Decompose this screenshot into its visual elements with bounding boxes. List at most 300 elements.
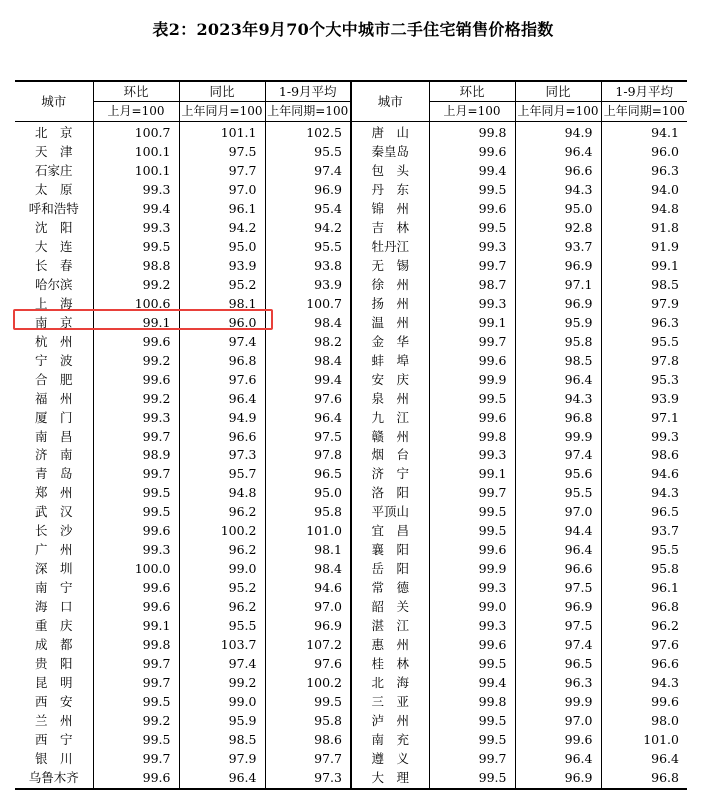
cell-ytd-left: 98.6 xyxy=(265,731,351,750)
cell-ytd-left: 95.5 xyxy=(265,143,351,162)
table-row xyxy=(15,769,687,789)
table-row xyxy=(15,484,687,503)
table-body xyxy=(15,122,687,789)
cell-yoy-left: 96.8 xyxy=(179,352,265,371)
header-mom-base-right: 上月=100 xyxy=(429,102,515,122)
cell-yoy-right: 95.5 xyxy=(515,484,601,503)
table-row xyxy=(15,409,687,428)
cell-ytd-right: 93.9 xyxy=(601,390,687,409)
cell-yoy-left: 95.5 xyxy=(179,617,265,636)
cell-yoy-right: 96.4 xyxy=(515,371,601,390)
table-row xyxy=(15,731,687,750)
cell-yoy-right: 99.9 xyxy=(515,693,601,712)
cell-ytd-left: 98.4 xyxy=(265,352,351,371)
cell-ytd-right: 98.5 xyxy=(601,276,687,295)
header-yoy-base-right: 上年同月=100 xyxy=(515,102,601,122)
cell-city-right: 金 华 xyxy=(351,333,429,352)
cell-yoy-left: 99.0 xyxy=(179,693,265,712)
cell-city-right: 牡丹江 xyxy=(351,238,429,257)
cell-mom-left: 99.2 xyxy=(93,276,179,295)
cell-mom-right: 99.0 xyxy=(429,598,515,617)
cell-ytd-left: 99.5 xyxy=(265,693,351,712)
cell-mom-right: 99.9 xyxy=(429,371,515,390)
table-row xyxy=(15,598,687,617)
cell-mom-right: 99.5 xyxy=(429,769,515,789)
cell-yoy-left: 93.9 xyxy=(179,257,265,276)
cell-yoy-right: 96.4 xyxy=(515,750,601,769)
cell-mom-left: 99.7 xyxy=(93,655,179,674)
cell-yoy-right: 96.9 xyxy=(515,257,601,276)
cell-ytd-left: 98.1 xyxy=(265,541,351,560)
cell-yoy-left: 99.0 xyxy=(179,560,265,579)
cell-mom-right: 99.6 xyxy=(429,409,515,428)
cell-yoy-right: 94.3 xyxy=(515,181,601,200)
cell-yoy-left: 98.5 xyxy=(179,731,265,750)
cell-yoy-right: 96.8 xyxy=(515,409,601,428)
cell-city-left: 北 京 xyxy=(34,125,73,140)
cell-ytd-right: 97.9 xyxy=(601,295,687,314)
cell-ytd-right: 94.1 xyxy=(601,122,687,143)
cell-ytd-right: 96.3 xyxy=(601,162,687,181)
table-row xyxy=(15,750,687,769)
cell-city-right: 温 州 xyxy=(351,314,429,333)
cell-ytd-left: 93.9 xyxy=(265,276,351,295)
cell-yoy-right: 95.8 xyxy=(515,333,601,352)
cell-ytd-left: 95.4 xyxy=(265,200,351,219)
cell-ytd-right: 97.8 xyxy=(601,352,687,371)
cell-ytd-right: 91.8 xyxy=(601,219,687,238)
cell-yoy-left: 96.2 xyxy=(179,598,265,617)
cell-yoy-right: 95.0 xyxy=(515,200,601,219)
cell-city-left: 长 沙 xyxy=(34,523,73,539)
header-ytd-base-right: 上年同期=100 xyxy=(601,102,687,122)
table-row xyxy=(15,617,687,636)
header-city-left: 城市 xyxy=(15,81,93,122)
cell-city-left: 长 春 xyxy=(34,257,73,273)
cell-ytd-left: 95.8 xyxy=(265,712,351,731)
cell-ytd-left: 102.5 xyxy=(265,122,351,143)
cell-yoy-right: 99.9 xyxy=(515,428,601,447)
cell-yoy-left: 96.0 xyxy=(179,314,265,333)
cell-yoy-right: 98.5 xyxy=(515,352,601,371)
cell-mom-left: 100.1 xyxy=(93,143,179,162)
cell-city-right: 吉 林 xyxy=(351,219,429,238)
cell-city-right: 唐 山 xyxy=(351,122,429,143)
cell-ytd-left: 95.8 xyxy=(265,503,351,522)
cell-yoy-right: 99.6 xyxy=(515,731,601,750)
cell-yoy-right: 94.9 xyxy=(515,122,601,143)
cell-mom-left: 100.7 xyxy=(93,122,179,143)
cell-ytd-right: 97.1 xyxy=(601,409,687,428)
cell-city-right: 济 宁 xyxy=(351,465,429,484)
cell-ytd-left: 97.3 xyxy=(265,769,351,789)
cell-mom-right: 99.4 xyxy=(429,674,515,693)
cell-ytd-right: 96.8 xyxy=(601,598,687,617)
cell-city-right: 赣 州 xyxy=(351,428,429,447)
cell-city-left: 杭 州 xyxy=(34,333,73,349)
cell-city-left: 上 海 xyxy=(34,295,73,311)
cell-city-right: 遵 义 xyxy=(351,750,429,769)
cell-city-left: 深 圳 xyxy=(34,561,73,577)
cell-yoy-right: 96.6 xyxy=(515,560,601,579)
table-row xyxy=(15,276,687,295)
cell-mom-right: 99.7 xyxy=(429,750,515,769)
cell-yoy-left: 96.4 xyxy=(179,769,265,789)
cell-city-left: 乌鲁木齐 xyxy=(28,769,79,785)
cell-mom-left: 99.5 xyxy=(93,503,179,522)
cell-mom-left: 99.3 xyxy=(93,219,179,238)
cell-mom-right: 99.3 xyxy=(429,579,515,598)
cell-yoy-left: 96.1 xyxy=(179,200,265,219)
cell-yoy-left: 95.2 xyxy=(179,276,265,295)
cell-ytd-right: 96.2 xyxy=(601,617,687,636)
cell-ytd-left: 96.4 xyxy=(265,409,351,428)
cell-ytd-right: 94.6 xyxy=(601,465,687,484)
cell-ytd-left: 96.5 xyxy=(265,465,351,484)
header-yoy-right: 同比 xyxy=(515,81,601,102)
cell-city-left: 呼和浩特 xyxy=(28,200,79,216)
cell-ytd-left: 97.6 xyxy=(265,655,351,674)
table-row xyxy=(15,122,687,143)
cell-city-left: 银 川 xyxy=(34,750,73,766)
cell-mom-right: 99.5 xyxy=(429,522,515,541)
cell-yoy-left: 95.0 xyxy=(179,238,265,257)
cell-ytd-right: 96.0 xyxy=(601,143,687,162)
price-index-table xyxy=(15,80,687,790)
header-mom-base-left: 上月=100 xyxy=(93,102,179,122)
cell-city-left: 南 京 xyxy=(34,314,73,330)
cell-mom-left: 99.5 xyxy=(93,484,179,503)
cell-yoy-right: 97.0 xyxy=(515,503,601,522)
cell-city-left: 厦 门 xyxy=(34,409,73,425)
cell-yoy-right: 93.7 xyxy=(515,238,601,257)
cell-city-right: 韶 关 xyxy=(351,598,429,617)
table-row xyxy=(15,257,687,276)
cell-yoy-left: 94.8 xyxy=(179,484,265,503)
cell-ytd-right: 98.0 xyxy=(601,712,687,731)
cell-yoy-left: 97.5 xyxy=(179,143,265,162)
table-row xyxy=(15,428,687,447)
cell-yoy-left: 97.4 xyxy=(179,333,265,352)
cell-city-left: 太 原 xyxy=(34,181,73,197)
cell-city-right: 无 锡 xyxy=(351,257,429,276)
cell-yoy-left: 95.2 xyxy=(179,579,265,598)
cell-yoy-right: 96.5 xyxy=(515,655,601,674)
cell-city-left: 西 安 xyxy=(34,694,73,710)
cell-mom-left: 99.6 xyxy=(93,333,179,352)
cell-city-right: 烟 台 xyxy=(351,446,429,465)
cell-yoy-left: 94.2 xyxy=(179,219,265,238)
cell-city-right: 湛 江 xyxy=(351,617,429,636)
table-row xyxy=(15,352,687,371)
cell-mom-left: 98.9 xyxy=(93,446,179,465)
cell-yoy-right: 94.3 xyxy=(515,390,601,409)
cell-city-right: 宜 昌 xyxy=(351,522,429,541)
cell-ytd-left: 95.5 xyxy=(265,238,351,257)
header-yoy-base-left: 上年同月=100 xyxy=(179,102,265,122)
cell-mom-right: 99.6 xyxy=(429,200,515,219)
cell-city-left: 宁 波 xyxy=(34,352,73,368)
cell-city-right: 桂 林 xyxy=(351,655,429,674)
cell-mom-right: 99.8 xyxy=(429,693,515,712)
cell-mom-right: 99.8 xyxy=(429,428,515,447)
cell-mom-left: 99.7 xyxy=(93,674,179,693)
cell-ytd-left: 107.2 xyxy=(265,636,351,655)
header-yoy-left: 同比 xyxy=(179,81,265,102)
cell-city-left: 兰 州 xyxy=(34,713,73,729)
table-row xyxy=(15,636,687,655)
cell-ytd-left: 96.9 xyxy=(265,617,351,636)
cell-city-right: 南 充 xyxy=(351,731,429,750)
cell-city-left: 郑 州 xyxy=(34,485,73,501)
cell-mom-left: 99.5 xyxy=(93,731,179,750)
cell-city-left: 石家庄 xyxy=(34,162,73,178)
cell-mom-left: 99.1 xyxy=(93,617,179,636)
cell-yoy-left: 94.9 xyxy=(179,409,265,428)
cell-ytd-right: 97.6 xyxy=(601,636,687,655)
cell-yoy-right: 92.8 xyxy=(515,219,601,238)
cell-ytd-right: 96.5 xyxy=(601,503,687,522)
cell-city-left: 广 州 xyxy=(34,542,73,558)
cell-ytd-left: 97.7 xyxy=(265,750,351,769)
cell-city-left: 大 连 xyxy=(34,238,73,254)
table-row xyxy=(15,712,687,731)
cell-yoy-right: 94.4 xyxy=(515,522,601,541)
cell-ytd-right: 98.6 xyxy=(601,446,687,465)
cell-mom-left: 99.2 xyxy=(93,390,179,409)
header-mom-right: 环比 xyxy=(429,81,515,102)
cell-mom-left: 99.6 xyxy=(93,579,179,598)
cell-yoy-left: 97.9 xyxy=(179,750,265,769)
cell-ytd-left: 95.0 xyxy=(265,484,351,503)
cell-yoy-left: 97.4 xyxy=(179,655,265,674)
cell-yoy-left: 100.2 xyxy=(179,522,265,541)
header-ytd-base-left: 上年同期=100 xyxy=(265,102,351,122)
cell-yoy-right: 97.0 xyxy=(515,712,601,731)
cell-city-right: 丹 东 xyxy=(351,181,429,200)
table-row xyxy=(15,579,687,598)
cell-city-right: 平顶山 xyxy=(351,503,429,522)
cell-ytd-right: 96.8 xyxy=(601,769,687,789)
cell-city-left: 重 庆 xyxy=(34,618,73,634)
cell-yoy-right: 97.4 xyxy=(515,446,601,465)
cell-mom-right: 99.5 xyxy=(429,655,515,674)
page-title: 表2：2023年9月70个大中城市二手住宅销售价格指数 xyxy=(152,20,554,39)
cell-mom-left: 99.7 xyxy=(93,428,179,447)
cell-ytd-right: 96.3 xyxy=(601,314,687,333)
cell-city-right: 岳 阳 xyxy=(351,560,429,579)
cell-ytd-right: 95.5 xyxy=(601,333,687,352)
cell-city-right: 北 海 xyxy=(351,674,429,693)
cell-ytd-right: 91.9 xyxy=(601,238,687,257)
table-row xyxy=(15,674,687,693)
cell-ytd-right: 95.3 xyxy=(601,371,687,390)
cell-city-left: 南 宁 xyxy=(34,580,73,596)
cell-yoy-right: 96.4 xyxy=(515,541,601,560)
cell-ytd-right: 93.7 xyxy=(601,522,687,541)
cell-ytd-right: 94.3 xyxy=(601,484,687,503)
table-row xyxy=(15,371,687,390)
cell-mom-right: 99.6 xyxy=(429,352,515,371)
table-row xyxy=(15,446,687,465)
highlight-box xyxy=(13,309,273,330)
cell-city-left: 哈尔滨 xyxy=(34,276,73,292)
cell-ytd-left: 97.6 xyxy=(265,390,351,409)
cell-city-right: 洛 阳 xyxy=(351,484,429,503)
cell-city-left: 武 汉 xyxy=(34,504,73,520)
cell-mom-left: 99.4 xyxy=(93,200,179,219)
cell-city-right: 三 亚 xyxy=(351,693,429,712)
table-row xyxy=(15,200,687,219)
header-ytd-right: 1-9月平均 xyxy=(601,81,687,102)
cell-mom-right: 98.7 xyxy=(429,276,515,295)
cell-mom-right: 99.8 xyxy=(429,122,515,143)
cell-ytd-left: 97.5 xyxy=(265,428,351,447)
table-row xyxy=(15,541,687,560)
cell-yoy-right: 96.9 xyxy=(515,598,601,617)
cell-city-left: 济 南 xyxy=(34,447,73,463)
cell-ytd-right: 101.0 xyxy=(601,731,687,750)
cell-ytd-left: 93.8 xyxy=(265,257,351,276)
cell-yoy-left: 96.6 xyxy=(179,428,265,447)
table-row xyxy=(15,390,687,409)
cell-ytd-left: 100.2 xyxy=(265,674,351,693)
cell-yoy-left: 96.2 xyxy=(179,541,265,560)
cell-mom-left: 99.7 xyxy=(93,750,179,769)
cell-ytd-left: 97.4 xyxy=(265,162,351,181)
cell-mom-left: 99.6 xyxy=(93,598,179,617)
cell-mom-right: 99.7 xyxy=(429,257,515,276)
cell-city-right: 锦 州 xyxy=(351,200,429,219)
cell-city-left: 昆 明 xyxy=(34,675,73,691)
cell-mom-left: 99.7 xyxy=(93,465,179,484)
cell-city-right: 泸 州 xyxy=(351,712,429,731)
cell-mom-left: 99.5 xyxy=(93,693,179,712)
cell-mom-left: 99.3 xyxy=(93,409,179,428)
cell-mom-left: 99.2 xyxy=(93,712,179,731)
cell-yoy-right: 95.9 xyxy=(515,314,601,333)
cell-city-right: 襄 阳 xyxy=(351,541,429,560)
cell-mom-left: 99.3 xyxy=(93,541,179,560)
table-row xyxy=(15,522,687,541)
cell-city-right: 大 理 xyxy=(351,769,429,789)
cell-ytd-right: 94.8 xyxy=(601,200,687,219)
cell-yoy-right: 96.9 xyxy=(515,295,601,314)
cell-ytd-left: 94.6 xyxy=(265,579,351,598)
cell-mom-right: 99.7 xyxy=(429,333,515,352)
cell-city-right: 蚌 埠 xyxy=(351,352,429,371)
cell-city-right: 安 庆 xyxy=(351,371,429,390)
cell-ytd-left: 101.0 xyxy=(265,522,351,541)
cell-mom-right: 99.6 xyxy=(429,636,515,655)
cell-ytd-left: 97.0 xyxy=(265,598,351,617)
cell-yoy-left: 99.2 xyxy=(179,674,265,693)
cell-mom-right: 99.3 xyxy=(429,617,515,636)
cell-mom-right: 99.5 xyxy=(429,503,515,522)
header-ytd-left: 1-9月平均 xyxy=(265,81,351,102)
cell-yoy-right: 97.4 xyxy=(515,636,601,655)
cell-mom-right: 99.6 xyxy=(429,143,515,162)
cell-mom-right: 99.7 xyxy=(429,484,515,503)
cell-city-right: 惠 州 xyxy=(351,636,429,655)
table-row xyxy=(15,503,687,522)
cell-mom-left: 99.2 xyxy=(93,352,179,371)
cell-ytd-right: 99.3 xyxy=(601,428,687,447)
cell-city-right: 包 头 xyxy=(351,162,429,181)
cell-ytd-left: 96.9 xyxy=(265,181,351,200)
cell-ytd-left: 98.4 xyxy=(265,560,351,579)
header-city-right: 城市 xyxy=(351,81,429,122)
cell-yoy-left: 101.1 xyxy=(179,122,265,143)
cell-ytd-right: 94.0 xyxy=(601,181,687,200)
cell-city-right: 扬 州 xyxy=(351,295,429,314)
cell-mom-left: 99.3 xyxy=(93,181,179,200)
cell-city-left: 合 肥 xyxy=(34,371,73,387)
cell-yoy-left: 97.6 xyxy=(179,371,265,390)
cell-yoy-right: 96.4 xyxy=(515,143,601,162)
cell-yoy-left: 97.7 xyxy=(179,162,265,181)
cell-mom-right: 99.9 xyxy=(429,560,515,579)
table-row xyxy=(15,693,687,712)
cell-mom-right: 99.1 xyxy=(429,314,515,333)
cell-yoy-left: 98.1 xyxy=(179,295,265,314)
cell-yoy-left: 97.0 xyxy=(179,181,265,200)
cell-ytd-right: 96.4 xyxy=(601,750,687,769)
cell-mom-right: 99.3 xyxy=(429,238,515,257)
table-row xyxy=(15,560,687,579)
cell-ytd-right: 99.6 xyxy=(601,693,687,712)
cell-mom-right: 99.5 xyxy=(429,219,515,238)
cell-city-left: 海 口 xyxy=(34,599,73,615)
cell-mom-left: 99.8 xyxy=(93,636,179,655)
table-row xyxy=(15,655,687,674)
cell-mom-right: 99.4 xyxy=(429,162,515,181)
cell-yoy-right: 95.6 xyxy=(515,465,601,484)
header-mom-left: 环比 xyxy=(93,81,179,102)
cell-yoy-left: 95.9 xyxy=(179,712,265,731)
cell-city-left: 成 都 xyxy=(34,637,73,653)
cell-city-left: 天 津 xyxy=(34,143,73,159)
cell-mom-left: 99.6 xyxy=(93,522,179,541)
cell-yoy-left: 95.7 xyxy=(179,465,265,484)
table-row xyxy=(15,465,687,484)
cell-mom-left: 98.8 xyxy=(93,257,179,276)
cell-mom-right: 99.5 xyxy=(429,731,515,750)
cell-ytd-left: 99.4 xyxy=(265,371,351,390)
table-row xyxy=(15,143,687,162)
cell-ytd-left: 98.2 xyxy=(265,333,351,352)
table-row xyxy=(15,219,687,238)
cell-mom-right: 99.5 xyxy=(429,181,515,200)
cell-yoy-left: 103.7 xyxy=(179,636,265,655)
cell-mom-right: 99.1 xyxy=(429,465,515,484)
cell-yoy-right: 96.9 xyxy=(515,769,601,789)
cell-mom-right: 99.3 xyxy=(429,295,515,314)
cell-city-left: 南 昌 xyxy=(34,428,73,444)
cell-ytd-left: 94.2 xyxy=(265,219,351,238)
cell-ytd-right: 94.3 xyxy=(601,674,687,693)
cell-city-right: 九 江 xyxy=(351,409,429,428)
table-row xyxy=(15,162,687,181)
cell-ytd-left: 97.8 xyxy=(265,446,351,465)
cell-yoy-left: 96.4 xyxy=(179,390,265,409)
cell-mom-left: 99.5 xyxy=(93,238,179,257)
cell-ytd-right: 96.6 xyxy=(601,655,687,674)
cell-city-right: 泉 州 xyxy=(351,390,429,409)
cell-city-right: 秦皇岛 xyxy=(351,143,429,162)
cell-mom-left: 99.6 xyxy=(93,371,179,390)
cell-city-left: 青 岛 xyxy=(34,466,73,482)
